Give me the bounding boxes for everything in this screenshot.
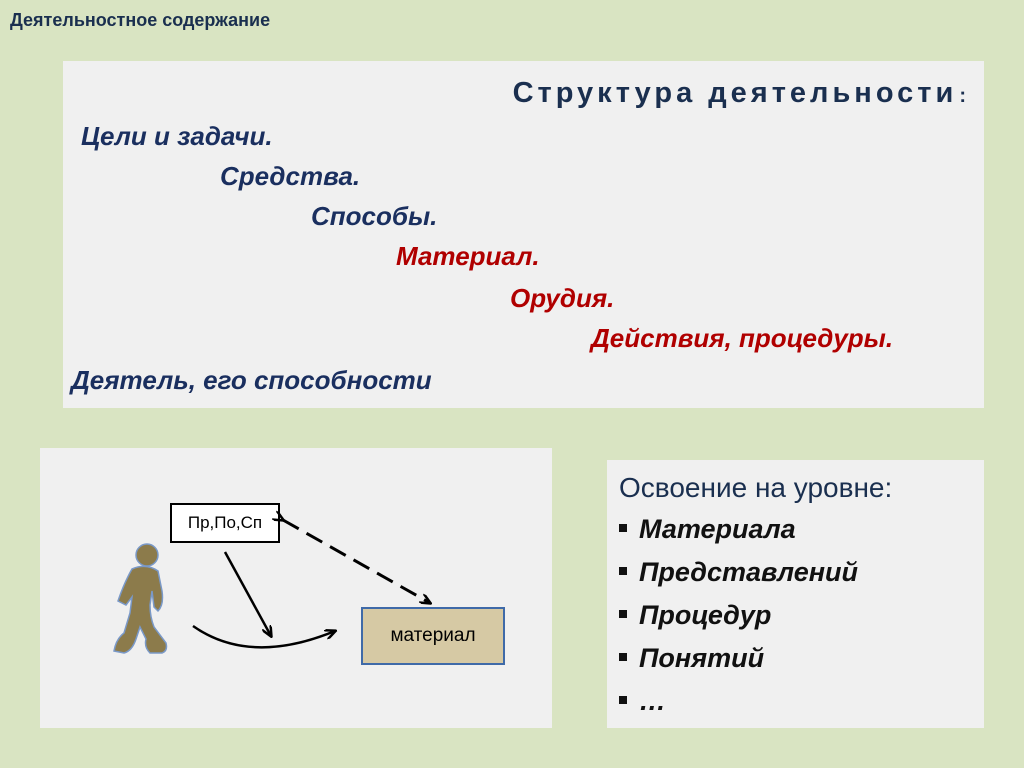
slide-title: Деятельностное содержание (10, 10, 271, 30)
heading-colon: : (959, 85, 970, 107)
list-item: Процедур (619, 598, 858, 641)
structure-item-actor: Деятель, его способности (71, 365, 432, 395)
dashed-arrow-material-label (283, 520, 430, 603)
bullet-square-icon (619, 524, 627, 532)
structure-heading: Структура деятельности : (512, 77, 970, 109)
structure-item-material: Материал. (396, 241, 540, 271)
activity-diagram-panel (40, 448, 552, 728)
activity-structure-panel (63, 61, 984, 408)
bullet-square-icon (619, 653, 627, 661)
structure-item-methods: Способы. (311, 201, 438, 231)
mastery-heading: Освоение на уровне: (619, 472, 893, 503)
list-item: … (619, 684, 858, 727)
list-item: Понятий (619, 641, 858, 684)
arrow-label-to-action (225, 552, 271, 636)
structure-item-means: Средства. (220, 161, 361, 191)
bullet-square-icon (619, 610, 627, 618)
list-item: Материала (619, 512, 858, 555)
bullet-square-icon (619, 696, 627, 704)
list-item: Представлений (619, 555, 858, 598)
bullet-square-icon (619, 567, 627, 575)
structure-item-tools: Орудия. (510, 283, 615, 313)
material-box: материал (361, 607, 505, 665)
mastery-panel (607, 460, 984, 728)
arrow-person-to-material (193, 626, 335, 647)
structure-item-actions: Действия, процедуры. (591, 323, 894, 353)
mastery-list (619, 512, 858, 727)
abilities-label-box: Пр,По,Сп (170, 503, 280, 543)
structure-item-goals: Цели и задачи. (81, 121, 273, 151)
diagram-arrows (40, 448, 552, 728)
